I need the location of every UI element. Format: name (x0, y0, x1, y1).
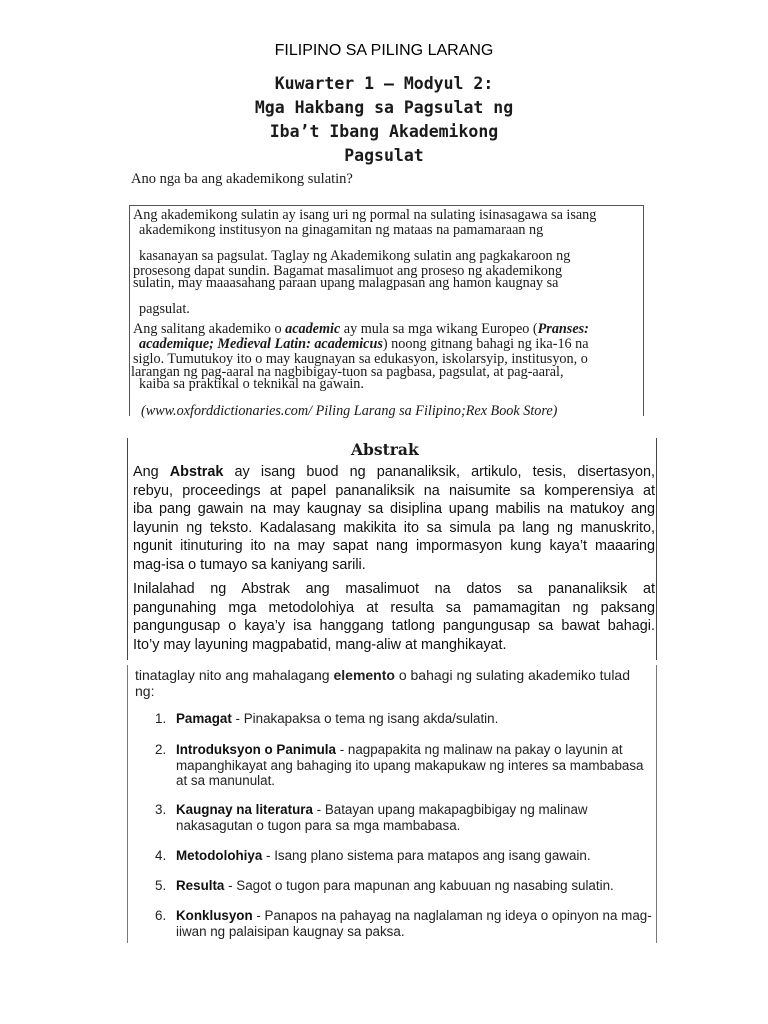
list-term: Resulta (176, 878, 225, 893)
document-header: FILIPINO SA PILING LARANG (274, 42, 494, 59)
intro-term: elemento (333, 667, 395, 683)
list-number: 3. (155, 802, 167, 817)
box-border (127, 665, 128, 943)
etymology-term: Pranses: (537, 321, 589, 337)
list-number: 1. (155, 711, 167, 726)
module-title-line: Kuwarter 1 – Modyul 2: (274, 74, 494, 93)
list-description: - Panapos na pahayag na naglalaman ng ideya o opinyon na mag-iiwan ng palaisipan kaugnay sa paksa. (176, 908, 652, 939)
abstrak-paragraph-2 (133, 580, 655, 654)
list-term: Pamagat (176, 711, 232, 726)
intro-text: ng: (135, 683, 155, 699)
module-title-line: Pagsulat (344, 146, 424, 165)
abstrak-paragraph-1 (133, 463, 655, 574)
etymology-text: Ang salitang akademiko o (133, 321, 286, 337)
abstrak-line: Ito’y may layuning magpabatid, mang-aliw at manghikayat. (133, 636, 507, 653)
list-description: - nagpapakita ng malinaw na pakay o layunin at mapanghikayat ang bahaging ito upang makapukaw ng interes sa mambabasa at sa manunulat. (176, 742, 644, 788)
source-citation: (www.oxforddictionaries.com/ Piling Larang sa Filipino;Rex Book Store) (141, 403, 558, 419)
list-number: 5. (155, 878, 167, 893)
etymology-line: larangan ng pag-aaral na nagbibigay-tuon sa pagbasa, pagsulat, at pag-aaral, (131, 364, 564, 380)
list-text (176, 878, 654, 894)
module-title-line: Mga Hakbang sa Pagsulat ng (254, 98, 514, 117)
list-text (176, 742, 654, 789)
elements-intro (135, 667, 657, 699)
list-text (176, 711, 654, 727)
list-number: 6. (155, 908, 167, 923)
abstrak-line: mag-isa o tumayo sa kaniyang sarili. (133, 556, 366, 573)
list-term: Introduksyon o Panimula (176, 742, 336, 757)
intro-text: o bahagi ng sulating akademiko tulad (394, 667, 631, 683)
abstrak-line: layunin ng teksto. Kadalasang makikita ito sa simula pa lang ng manuskrito, (133, 519, 655, 536)
definition-line: prosesong dapat sundin. Bagamat masalimuot ang proseso ng akademikong (133, 263, 563, 279)
box-border (656, 438, 657, 660)
abstrak-line: pangungusap o kaya’y isa hanggang tatlong pangungusap sa bawat bahagi. (133, 618, 655, 634)
abstrak-text: ay isang buod ng pananaliksik, artikulo, tesis, disertasyon, (223, 464, 655, 480)
box-border (127, 438, 128, 660)
list-description: - Isang plano sistema para matapos ang isang gawain. (262, 848, 591, 863)
etymology-line: kaiba sa praktikal o teknikal na gawain. (139, 376, 364, 392)
abstrak-line: iba pang gawain na may kaugnay sa disiplina upang mabilis na matukoy ang (133, 501, 655, 517)
list-term: Konklusyon (176, 908, 253, 923)
etymology-text: ay mula sa mga wikang Europeo ( (340, 321, 538, 337)
abstrak-term: Abstrak (169, 464, 224, 480)
etymology-term: academic (285, 321, 341, 337)
abstrak-line (133, 463, 655, 482)
list-text (176, 848, 654, 864)
etymology-term: academique; Medieval Latin: academicus (139, 336, 383, 352)
module-title (0, 72, 768, 168)
definition-line: pagsulat. (139, 301, 190, 317)
abstrak-line: ngunit itinuturing ito na may sapat nang impormasyon kung kaya’t maaaring (133, 538, 655, 554)
abstrak-line: Inilalahad ng Abstrak ang masalimuot na datos sa pananaliksik at (133, 581, 655, 597)
list-term: Metodolohiya (176, 848, 263, 863)
etymology-line (133, 322, 589, 337)
list-description: - Sagot o tugon para mapunan ang kabuuan ng nasabing sulatin. (224, 878, 614, 893)
list-number: 2. (155, 742, 167, 757)
list-number: 4. (155, 848, 167, 863)
etymology-text: ) noong gitnang bahagi ng ika-16 na (382, 336, 589, 352)
definition-line: akademikong institusyon na ginagamitan ng mataas na pamamaraan ng (139, 222, 544, 238)
list-description: - Batayan upang makapagbibigay ng malinaw nakasagutan o tugon para sa mga mambabasa. (176, 802, 588, 833)
list-text (176, 802, 654, 833)
abstrak-heading: Abstrak (351, 440, 419, 459)
abstrak-text: Ang (133, 464, 170, 480)
list-term: Kaugnay na literatura (176, 802, 313, 817)
definition-line: Ang akademikong sulatin ay isang uri ng pormal na sulating isinasagawa sa isang (133, 207, 597, 223)
box-border (656, 665, 657, 943)
etymology-line (139, 337, 589, 352)
module-title-line: Iba’t Ibang Akademikong (269, 122, 499, 141)
definition-line: sulatin, may maaasahang paraan upang malagpasan ang hamon kaugnay sa (133, 275, 559, 291)
etymology-line: siglo. Tumutukoy ito o may kaugnayan sa edukasyon, iskolarsyip, institusyon, o (133, 351, 588, 367)
intro-text: tinataglay nito ang mahalagang (135, 667, 334, 683)
list-description: - Pinakapaksa o tema ng isang akda/sulatin. (231, 711, 499, 726)
section-question: Ano nga ba ang akademikong sulatin? (131, 171, 353, 187)
abstrak-line: rebyu, proceedings at papel pananaliksik na naisumite sa komperensiya at (133, 482, 655, 499)
definition-line: kasanayan sa pagsulat. Taglay ng Akademikong sulatin ang pagkakaroon ng (139, 248, 571, 264)
abstrak-line: pangunahing mga metodolohiya at resulta sa pamamagitan ng paksang (133, 599, 655, 616)
list-text (176, 908, 654, 939)
